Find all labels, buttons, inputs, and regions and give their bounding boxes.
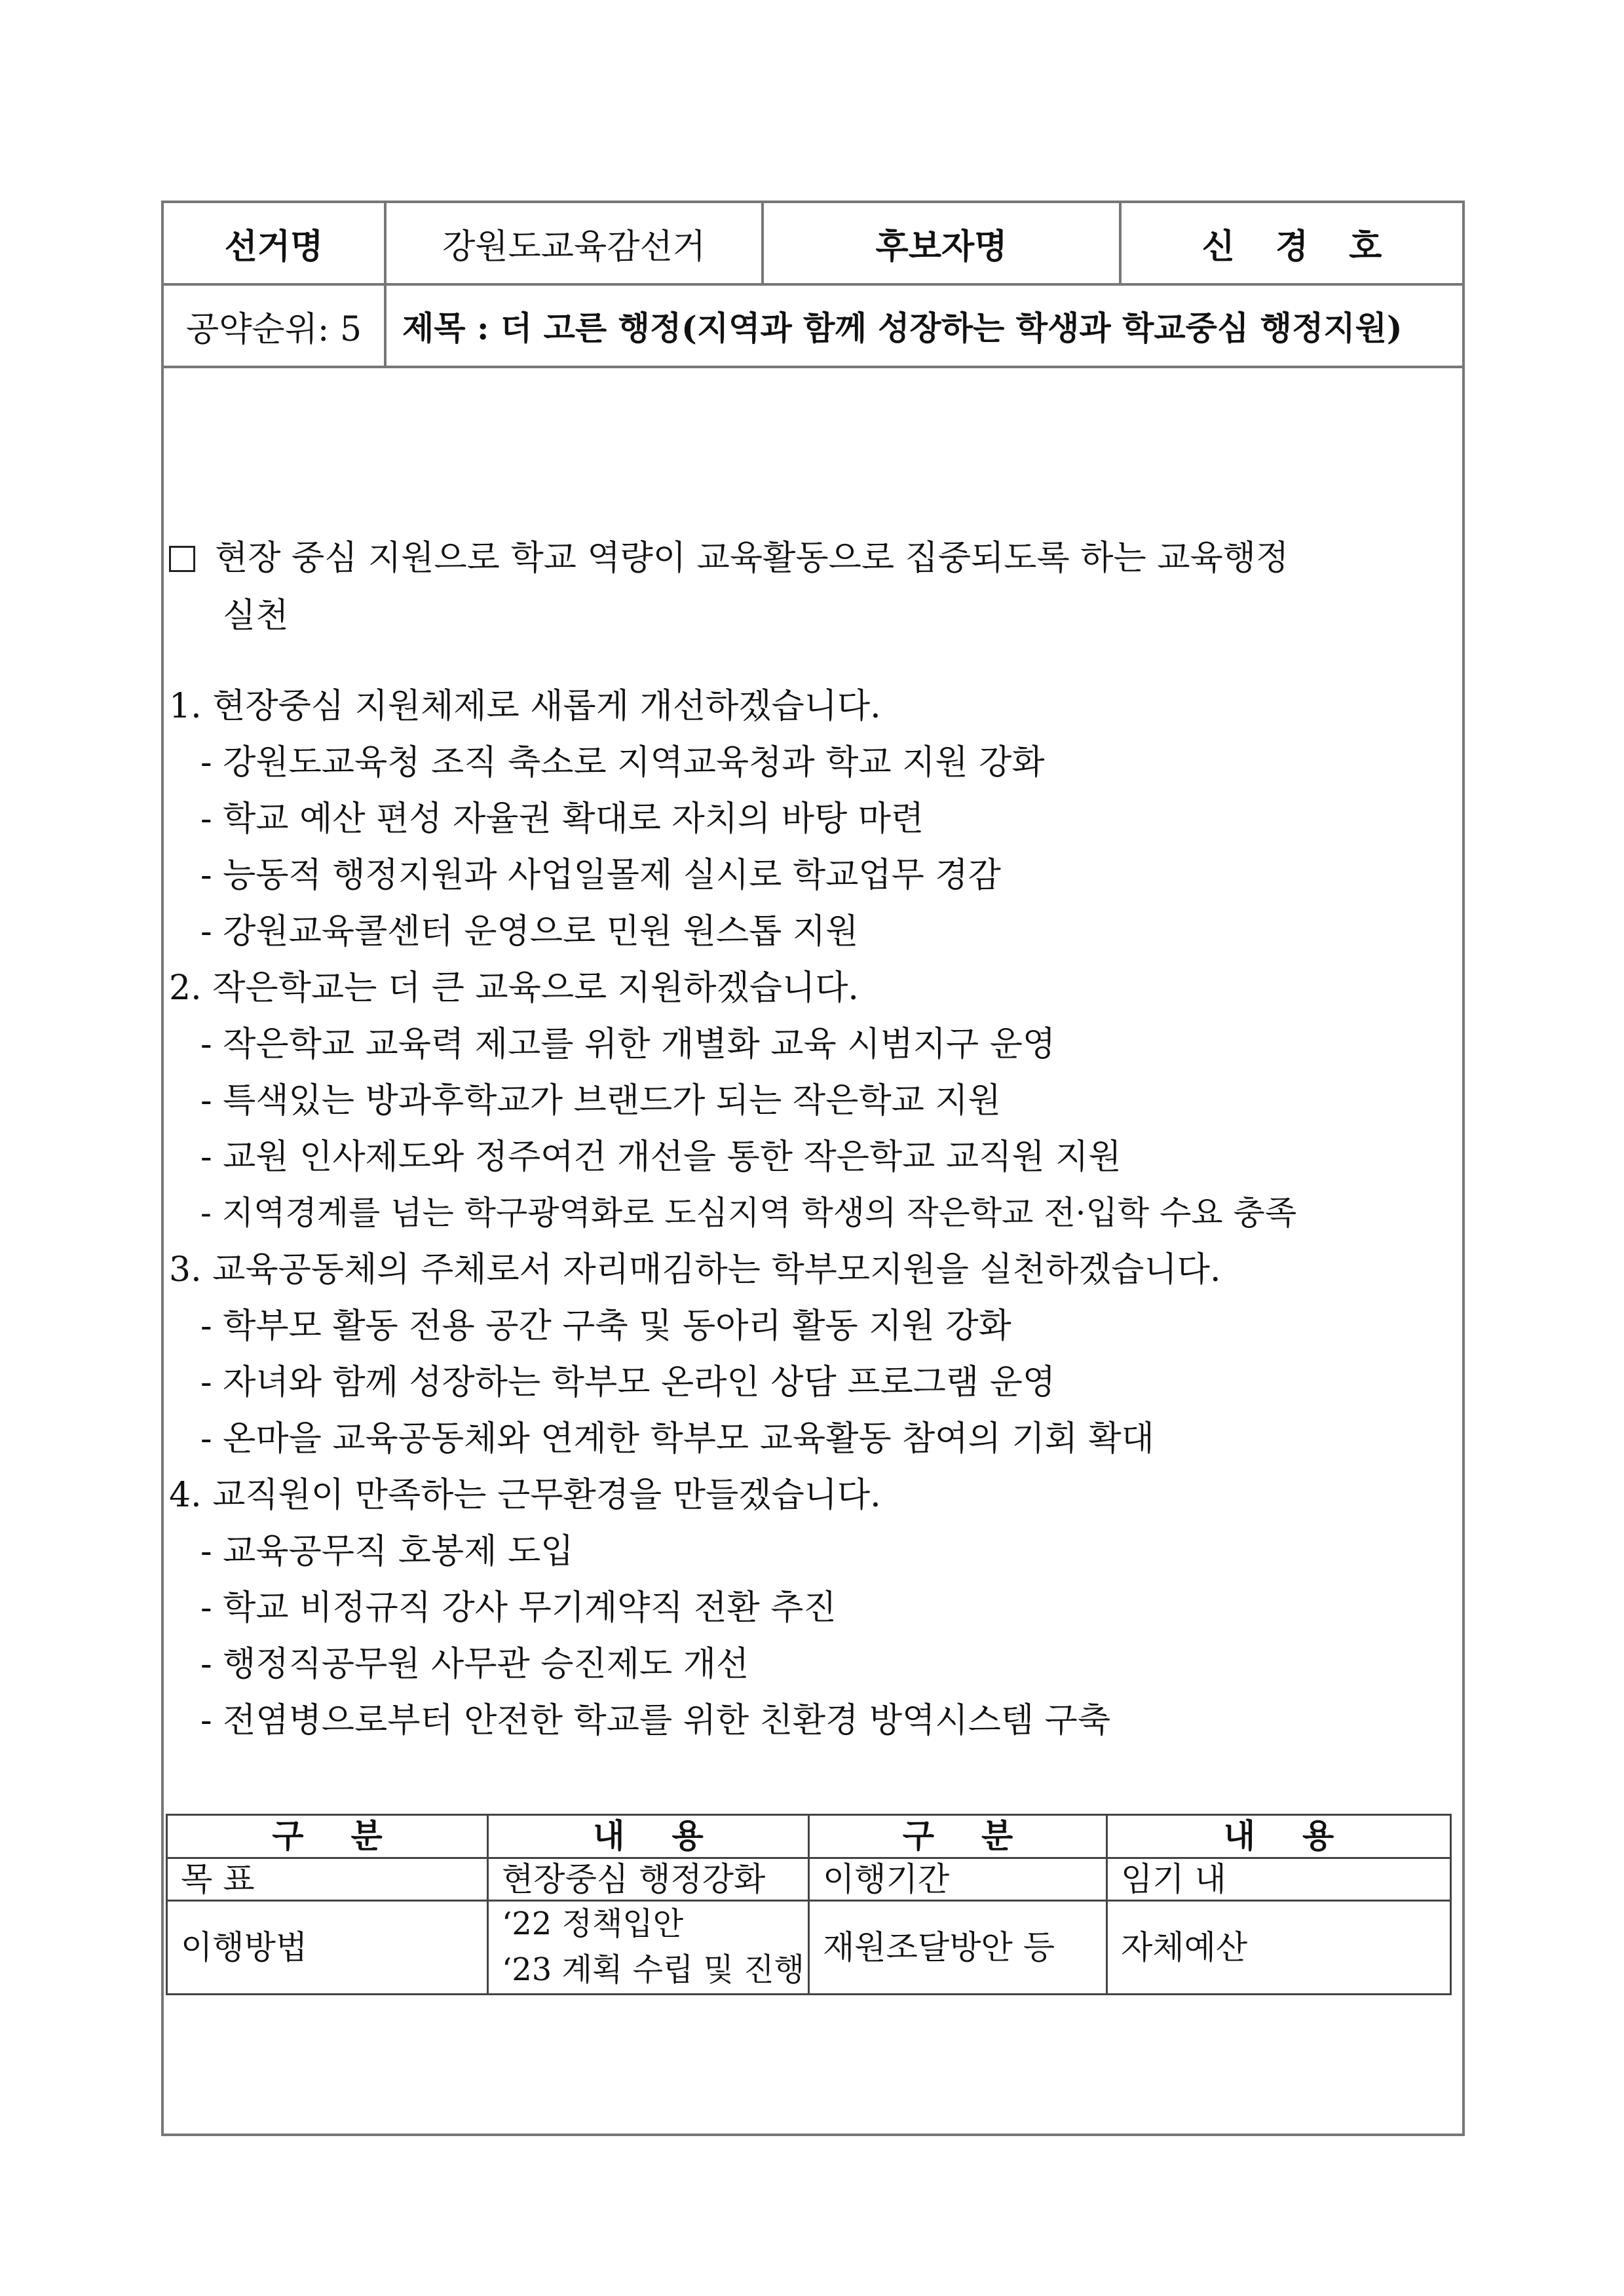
list-item: - 전염병으로부터 안전한 학교를 위한 친환경 방역시스템 구축 — [200, 1701, 1111, 1740]
table-row — [167, 1815, 1451, 1858]
list-item: - 학부모 활동 전용 공간 구축 및 동아리 활동 지원 강화 — [200, 1307, 1011, 1346]
method-line-1: ‘22 정책입안 — [502, 1905, 684, 1943]
summary-table — [166, 1814, 1452, 1995]
election-label: 선거명 — [164, 203, 387, 283]
header-row-election — [164, 203, 1462, 286]
table-header-text: 내용 — [1223, 1816, 1382, 1855]
lead-statement — [169, 539, 1289, 578]
pledge-title: 제목 : 더 고른 행정(지역과 함께 성장하는 학생과 학교중심 행정지원) — [402, 309, 1403, 347]
period-label: 이행기간 — [809, 1858, 1107, 1901]
candidate-label: 후보자명 — [764, 203, 1122, 283]
funding-label: 재원조달방안 등 — [809, 1901, 1107, 1995]
election-value: 강원도교육감선거 — [387, 203, 764, 283]
section-heading-4: 4. 교직원이 만족하는 근무환경을 만들겠습니다. — [169, 1476, 881, 1515]
table-header-text: 구분 — [902, 1816, 1061, 1855]
method-value — [488, 1901, 809, 1995]
goal-value: 현장중심 행정강화 — [488, 1858, 809, 1901]
lead-line-1: 현장 중심 지원으로 학교 역량이 교육활동으로 집중되도록 하는 교육행정 — [215, 539, 1289, 578]
checkbox-square-icon — [169, 546, 195, 572]
list-item: - 작은학교 교육력 제고를 위한 개별화 교육 시범지구 운영 — [200, 1025, 1056, 1064]
goal-label: 목 표 — [167, 1858, 488, 1901]
section-heading-3: 3. 교육공동체의 주체로서 자리매김하는 학부모지원을 실천하겠습니다. — [169, 1250, 1221, 1290]
pledge-document-frame — [161, 201, 1465, 2136]
table-header-content — [488, 1815, 809, 1858]
candidate-value-cell — [1122, 203, 1462, 283]
list-item: - 지역경계를 넘는 학구광역화로 도심지역 학생의 작은학교 전·입학 수요 충족 — [200, 1194, 1297, 1232]
list-item: - 교육공무직 호봉제 도입 — [200, 1532, 574, 1571]
list-item: - 온마을 교육공동체와 연계한 학부모 교육활동 참여의 기회 확대 — [200, 1419, 1154, 1459]
funding-value: 자체예산 — [1107, 1901, 1451, 1995]
lead-line-2: 실천 — [223, 596, 289, 636]
list-item: - 특색있는 방과후학교가 브랜드가 되는 작은학교 지원 — [200, 1081, 1001, 1120]
method-line-2: ‘23 계획 수립 및 진행 — [502, 1951, 804, 1988]
table-header-content — [1107, 1815, 1451, 1858]
section-heading-1: 1. 현장중심 지원체제로 새롭게 개선하겠습니다. — [169, 687, 881, 726]
table-header-category — [809, 1815, 1107, 1858]
table-header-category — [167, 1815, 488, 1858]
list-item: - 교원 인사제도와 정주여건 개선을 통한 작은학교 교직원 지원 — [200, 1138, 1122, 1177]
list-item: - 학교 비정규직 강사 무기계약직 전환 추진 — [200, 1588, 837, 1628]
list-item: - 강원도교육청 조직 축소로 지역교육청과 학교 지원 강화 — [200, 743, 1045, 782]
header-row-title — [164, 286, 1462, 368]
period-value: 임기 내 — [1107, 1858, 1451, 1901]
table-row — [167, 1858, 1451, 1901]
table-header-text: 내용 — [593, 1816, 751, 1855]
pledge-rank: 공약순위: 5 — [164, 286, 387, 366]
list-item: - 자녀와 함께 성장하는 학부모 온라인 상담 프로그램 운영 — [200, 1363, 1056, 1402]
section-heading-2: 2. 작은학교는 더 큰 교육으로 지원하겠습니다. — [169, 968, 859, 1008]
list-item: - 행정직공무원 사무관 승진제도 개선 — [200, 1645, 749, 1684]
list-item: - 학교 예산 편성 자율권 확대로 자치의 바탕 마련 — [200, 799, 924, 839]
table-header-text: 구분 — [272, 1816, 430, 1855]
table-row — [167, 1901, 1451, 1995]
list-item: - 능동적 행정지원과 사업일몰제 실시로 학교업무 경감 — [200, 856, 1001, 895]
method-label: 이행방법 — [167, 1901, 488, 1995]
candidate-value: 신경호 — [1201, 226, 1423, 267]
list-item: - 강원교육콜센터 운영으로 민원 원스톱 지원 — [200, 912, 859, 951]
